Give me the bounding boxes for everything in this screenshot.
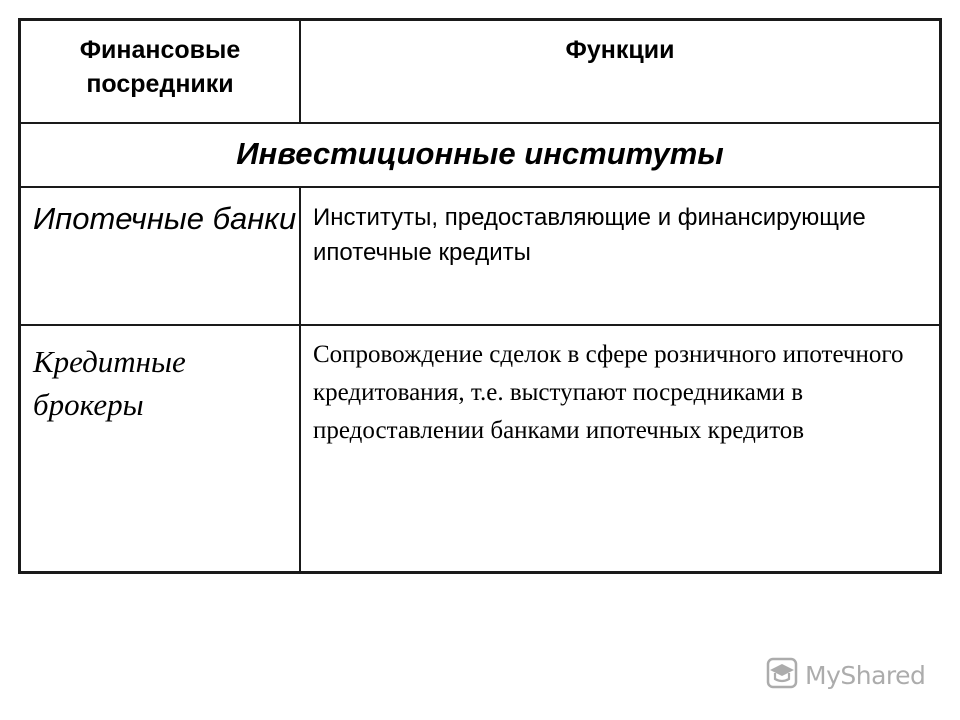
body-column-divider — [299, 188, 301, 571]
header-column-divider — [299, 21, 301, 124]
header-intermediaries: Финансовые посредники — [79, 36, 241, 98]
table-row — [21, 326, 939, 571]
row-intermediary-name: Кредитные брокеры — [33, 344, 186, 422]
row-function-text: Институты, предоставляющие и финансирующие ипотечные кредиты — [313, 204, 866, 266]
mortarboard-icon — [765, 656, 799, 695]
row-function-text: Сопровождение сделок в сфере розничного ипотечного кредитования, т.е. выступают посредниками в предоставлении банками ипотечных кредитов — [313, 341, 904, 444]
watermark-text: MyShared — [805, 660, 926, 690]
header-functions: Функции — [565, 36, 675, 64]
financial-intermediaries-table — [18, 18, 942, 574]
section-row — [21, 124, 939, 188]
table-row — [21, 188, 939, 326]
myshared-watermark — [765, 655, 925, 695]
section-title: Инвестиционные институты — [236, 136, 724, 171]
row-intermediary-name: Ипотечные банки — [33, 201, 297, 236]
table-header-row — [21, 21, 939, 124]
